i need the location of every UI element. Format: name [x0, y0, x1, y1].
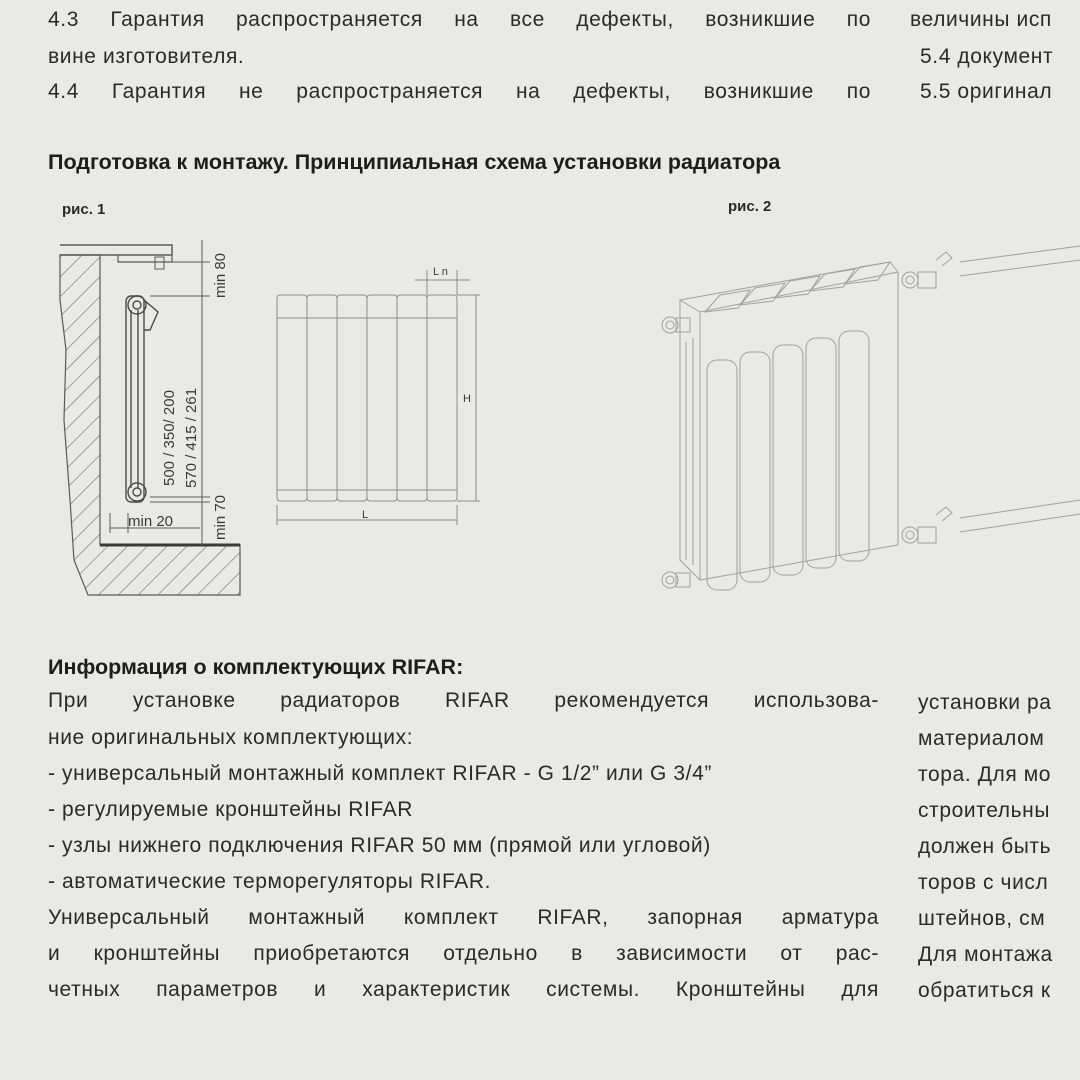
components-para-line-3: четных параметров и характеристик системы. Кронштейны для [48, 978, 879, 1001]
dim-ln: L n [433, 266, 448, 278]
dim-h: H [463, 393, 471, 405]
components-intro-line-1: При установке радиаторов RIFAR рекомендуется использова- [48, 689, 879, 712]
dim-heights-a: 500 / 350/ 200 [161, 390, 178, 486]
right-col2-line-8: Для монтажа [918, 943, 1053, 966]
dim-min-20: min 20 [128, 513, 174, 530]
dim-heights-b: 570 / 415 / 261 [183, 387, 200, 488]
components-item-brackets: - регулируемые кронштейны RIFAR [48, 798, 414, 821]
figure-1-label: рис. 1 [62, 201, 106, 218]
right-col2-line-1: установки ра [918, 691, 1052, 714]
warranty-line-4-4: 4.4 Гарантия не распространяется на дефекты, возникшие по [48, 80, 871, 103]
components-para-line-1: Универсальный монтажный комплект RIFAR, запорная арматура [48, 906, 879, 929]
right-col2-line-6: торов с числ [918, 871, 1049, 894]
figure-2-label: рис. 2 [728, 198, 772, 215]
dim-min-70: min 70 [212, 494, 229, 540]
right-col2-line-7: штейнов, см [918, 907, 1046, 930]
warranty-line-4-3: 4.3 Гарантия распространяется на все дефекты, возникшие по [48, 8, 871, 31]
warranty-line-4-3-cont: вине изготовителя. [48, 45, 245, 68]
components-item-thermoregulators: - автоматические терморегуляторы RIFAR. [48, 870, 492, 893]
right-col2-line-4: строительны [918, 799, 1051, 822]
components-item-bottom-connection: - узлы нижнего подключения RIFAR 50 мм (прямой или угловой) [48, 834, 711, 857]
right-col-line-1: величины исп [910, 8, 1052, 31]
right-col-line-5-5: 5.5 оригинал [920, 80, 1053, 103]
section-title-components: Информация о комплектующих RIFAR: [48, 655, 464, 679]
components-intro-line-2: ние оригинальных комплектующих: [48, 726, 414, 749]
right-col-line-5-4: 5.4 документ [920, 45, 1054, 68]
components-item-mounting-kit: - универсальный монтажный комплект RIFAR - G 1/2” или G 3/4” [48, 762, 712, 785]
right-col2-line-2: материалом [918, 727, 1045, 750]
section-title-installation: Подготовка к монтажу. Принципиальная схема установки радиатора [48, 150, 781, 174]
components-para-line-2: и кронштейны приобретаются отдельно в зависимости от рас- [48, 942, 879, 965]
dim-min-80: min 80 [212, 252, 229, 298]
right-col2-line-3: тора. Для мо [918, 763, 1052, 786]
dim-l: L [362, 509, 369, 521]
right-col2-line-9: обратиться к [918, 979, 1051, 1002]
right-col2-line-5: должен быть [918, 835, 1052, 858]
